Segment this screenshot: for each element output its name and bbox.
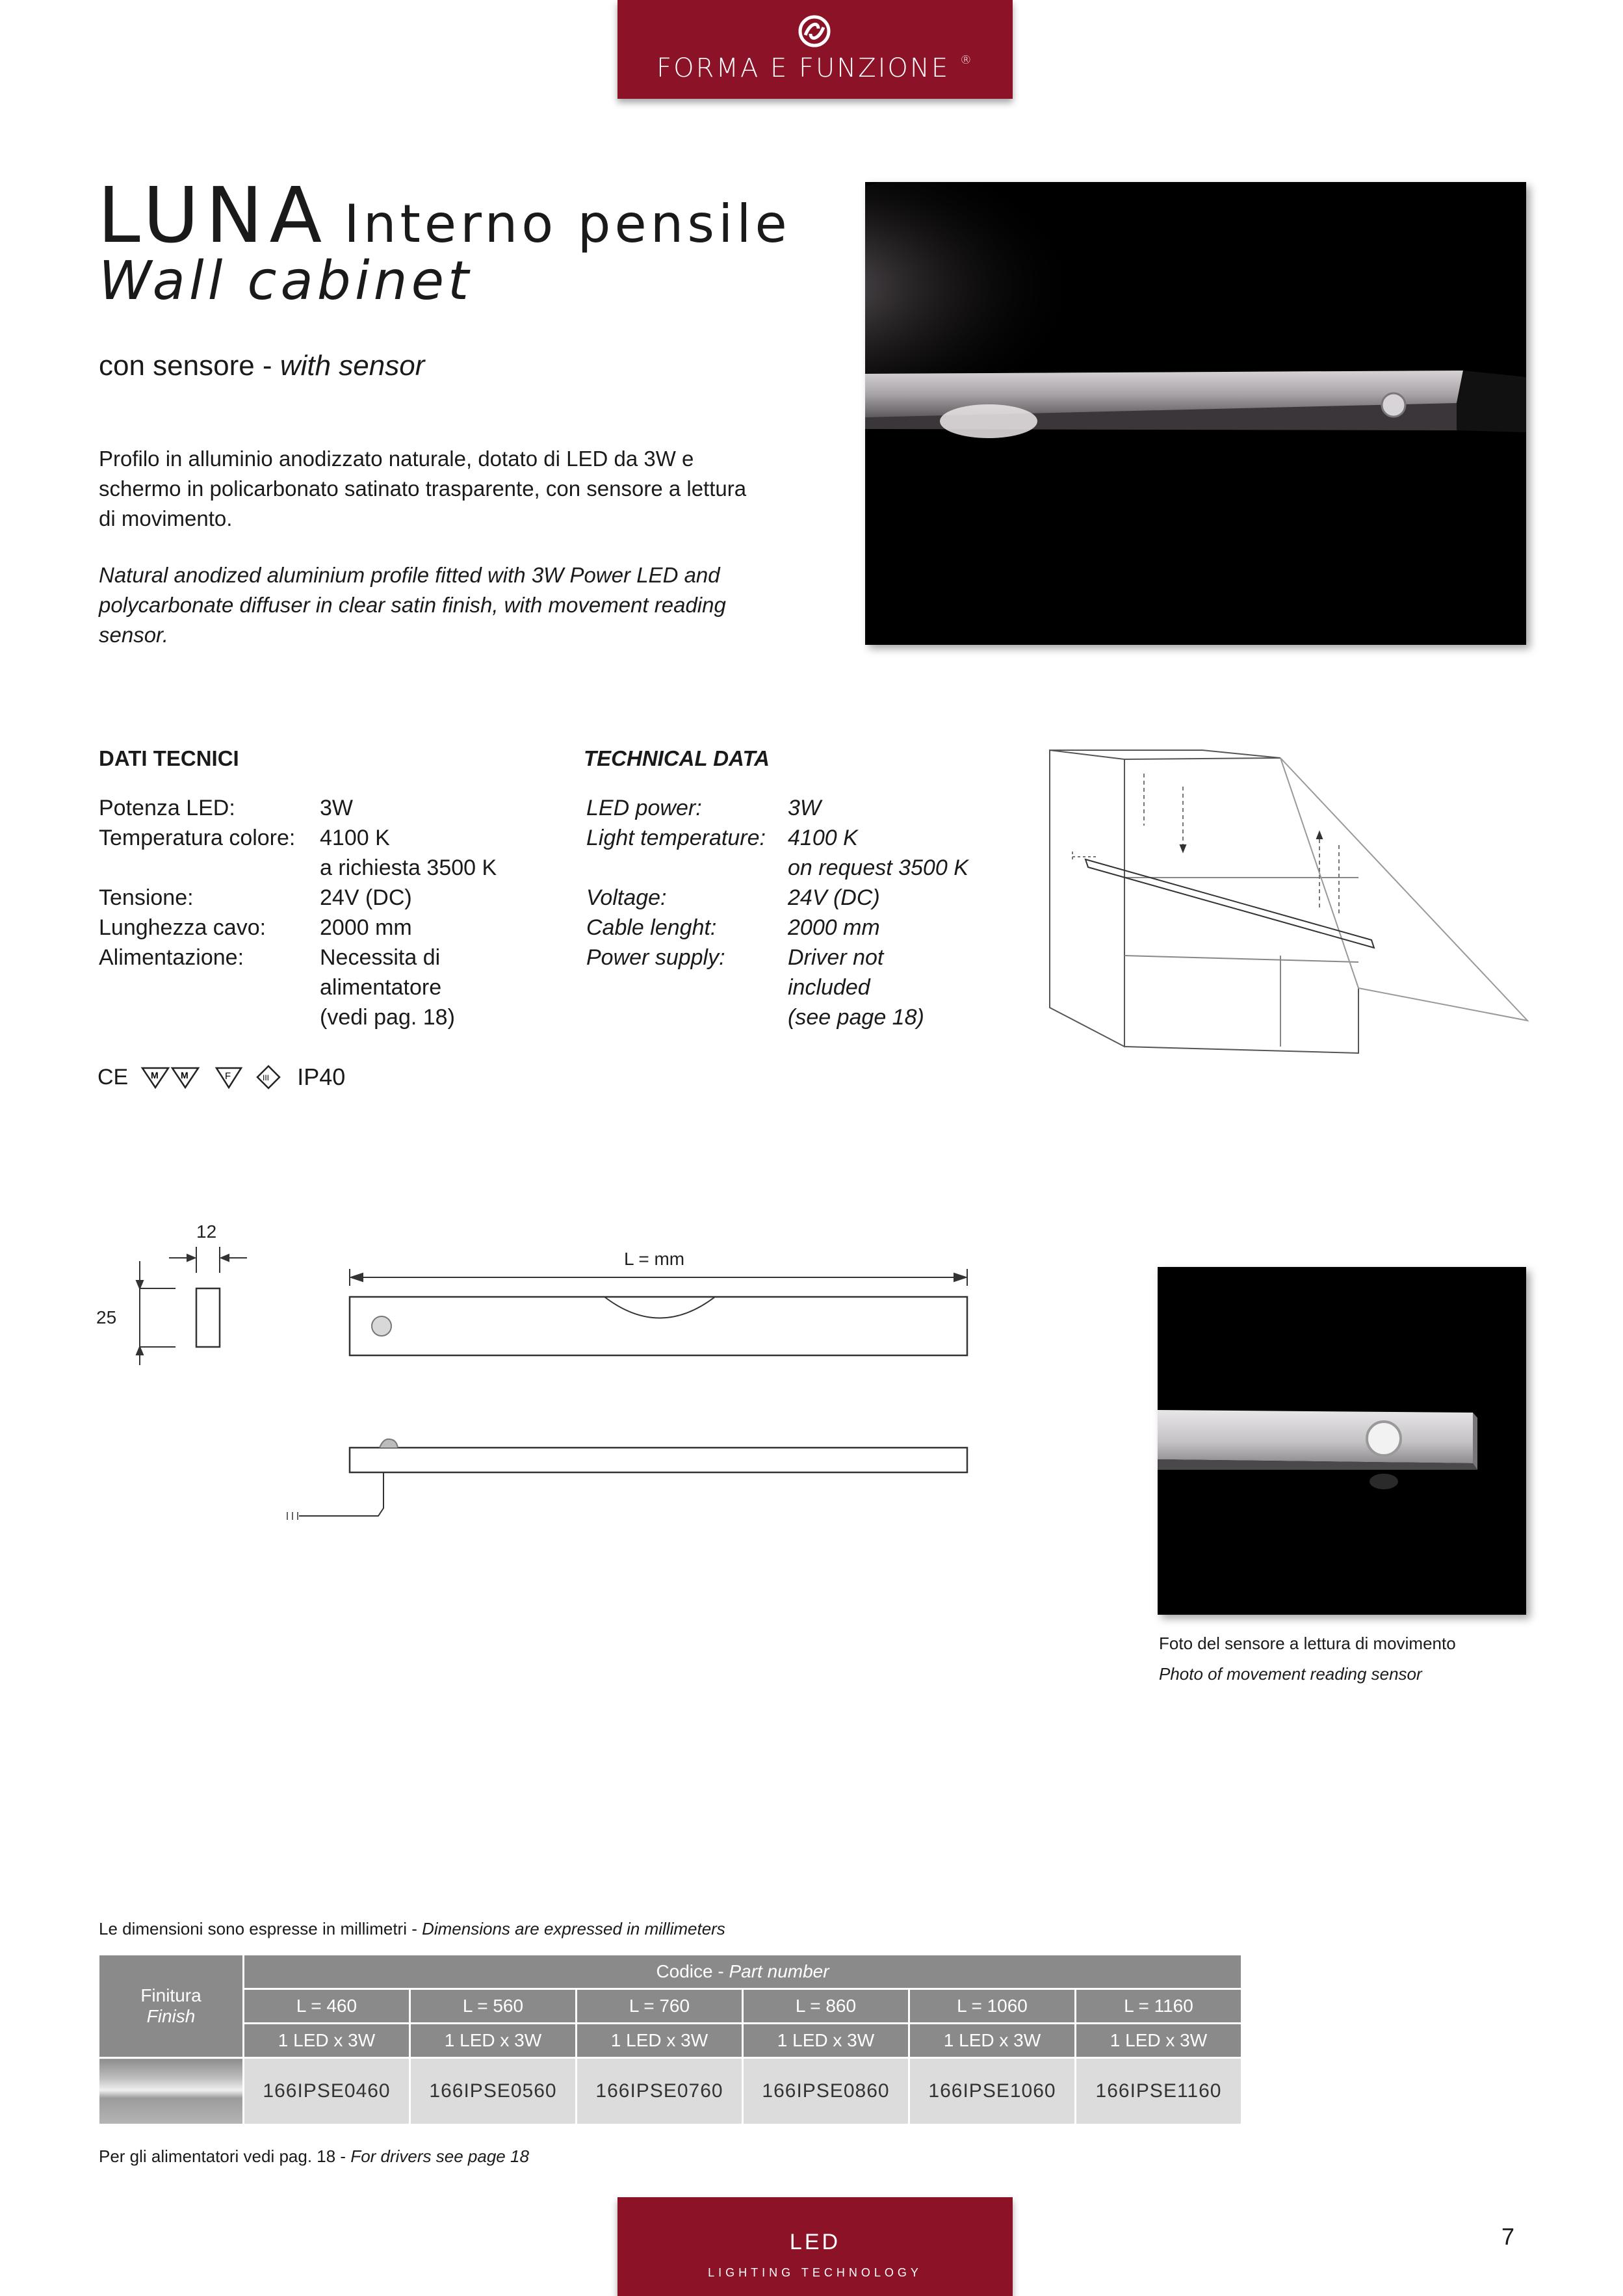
tech-row: Cable lenght: 2000 mm	[586, 915, 880, 940]
dim-height: 25	[96, 1307, 117, 1327]
footer-title: LED	[789, 2230, 841, 2254]
length-cell: L = 1060	[909, 1989, 1076, 2024]
tech-row: Potenza LED: 3W	[99, 796, 353, 820]
tech-data-it	[99, 793, 497, 1032]
brand-logo-icon	[796, 13, 833, 49]
part-number-table	[97, 1953, 1243, 2126]
svg-text:M: M	[151, 1070, 159, 1080]
led-cell: 1 LED x 3W	[743, 2024, 909, 2058]
length-cell: L = 460	[244, 1989, 410, 2024]
length-row	[99, 1989, 1242, 2024]
length-cell: L = 1160	[1076, 1989, 1242, 2024]
tech-row: included	[788, 975, 870, 1000]
svg-text:M: M	[181, 1070, 188, 1080]
dimensions-note: Le dimensioni sono espresse in millimetri - Dimensions are expressed in millimeters	[99, 1919, 725, 1938]
dim-length: L = mm	[624, 1249, 685, 1269]
length-cell: L = 860	[743, 1989, 909, 2024]
brand-header	[617, 0, 1013, 99]
led-cell: 1 LED x 3W	[1076, 2024, 1242, 2058]
tech-row: Temperatura colore: 4100 K	[99, 826, 390, 850]
code-cell: 166IPSE0860	[743, 2058, 909, 2125]
sensor-caption-it: Foto del sensore a lettura di movimento	[1159, 1634, 1456, 1653]
tech-row: Voltage: 24V (DC)	[586, 885, 880, 910]
brand-name: FORMA E FUNZIONE ®	[656, 53, 974, 83]
led-cell: 1 LED x 3W	[909, 2024, 1076, 2058]
dim-width: 12	[196, 1221, 217, 1242]
finish-swatch	[99, 2058, 244, 2125]
part-number-header: Codice - Part number	[244, 1955, 1242, 1989]
variant-subtitle: con sensore - with sensor	[99, 350, 425, 382]
description-it: Profilo in alluminio anodizzato naturale, dotato di LED da 3W e schermo in policarbonato satinato trasparente, con sensore a lettura di movimento.	[99, 447, 747, 530]
page-title: LUNA Interno pensile	[97, 170, 791, 260]
tech-row: Alimentazione: Necessita di	[99, 945, 441, 970]
led-cell: 1 LED x 3W	[577, 2024, 743, 2058]
length-cell: L = 560	[410, 1989, 577, 2024]
tech-row: Light temperature: 4100 K	[586, 826, 858, 850]
tech-data-en	[586, 793, 968, 1032]
tech-data-heading-en: TECHNICAL DATA	[584, 746, 770, 770]
code-row	[99, 2058, 1242, 2125]
code-cell: 166IPSE0460	[244, 2058, 410, 2125]
tech-data-heading-it: DATI TECNICI	[99, 746, 239, 770]
tech-row: Power supply: Driver not	[586, 945, 884, 970]
led-cell: 1 LED x 3W	[244, 2024, 410, 2058]
tech-row: (see page 18)	[788, 1005, 924, 1030]
page-number: 7	[1501, 2223, 1515, 2250]
tech-row: (vedi pag. 18)	[320, 1005, 455, 1030]
product-photo	[865, 182, 1526, 645]
code-cell: 166IPSE0560	[410, 2058, 577, 2125]
code-cell: 166IPSE1160	[1076, 2058, 1242, 2125]
tech-row: LED power: 3W	[586, 796, 821, 820]
length-cell: L = 760	[577, 1989, 743, 2024]
svg-text:F: F	[225, 1071, 231, 1082]
tech-row: alimentatore	[320, 975, 442, 1000]
finish-header: Finitura Finish	[99, 1955, 244, 2058]
tech-row: Tensione: 24V (DC)	[99, 885, 412, 910]
drivers-note: Per gli alimentatori vedi pag. 18 - For drivers see page 18	[99, 2146, 529, 2166]
page-title-en: Wall cabinet	[99, 250, 473, 312]
dimension-drawing	[91, 1196, 1001, 1534]
certification-row	[97, 1061, 345, 1093]
sensor-photo	[1158, 1267, 1526, 1615]
ip-rating: IP40	[297, 1063, 346, 1090]
tech-row: a richiesta 3500 K	[320, 855, 497, 880]
ce-mark-icon: CE	[97, 1064, 129, 1089]
footer-subtitle: LIGHTING TECHNOLOGY	[708, 2266, 922, 2279]
tech-row: Lunghezza cavo: 2000 mm	[99, 915, 412, 940]
description-en: Natural anodized aluminium profile fitted with 3W Power LED and polycarbonate diffuser in clear satin finish, with movement reading sensor.	[99, 563, 726, 647]
sensor-caption-en: Photo of movement reading sensor	[1159, 1664, 1422, 1684]
tech-row: on request 3500 K	[788, 855, 968, 880]
svg-text:III: III	[263, 1073, 270, 1082]
code-cell: 166IPSE0760	[577, 2058, 743, 2125]
class-three-icon	[255, 1064, 281, 1090]
footer-tab	[617, 2197, 1013, 2296]
f-mark-icon	[214, 1064, 244, 1090]
code-cell: 166IPSE1060	[909, 2058, 1076, 2125]
led-cell: 1 LED x 3W	[410, 2024, 577, 2058]
wall-cabinet-drawing	[1046, 748, 1531, 1060]
mm-mark-icon	[140, 1064, 202, 1090]
led-row	[99, 2024, 1242, 2058]
